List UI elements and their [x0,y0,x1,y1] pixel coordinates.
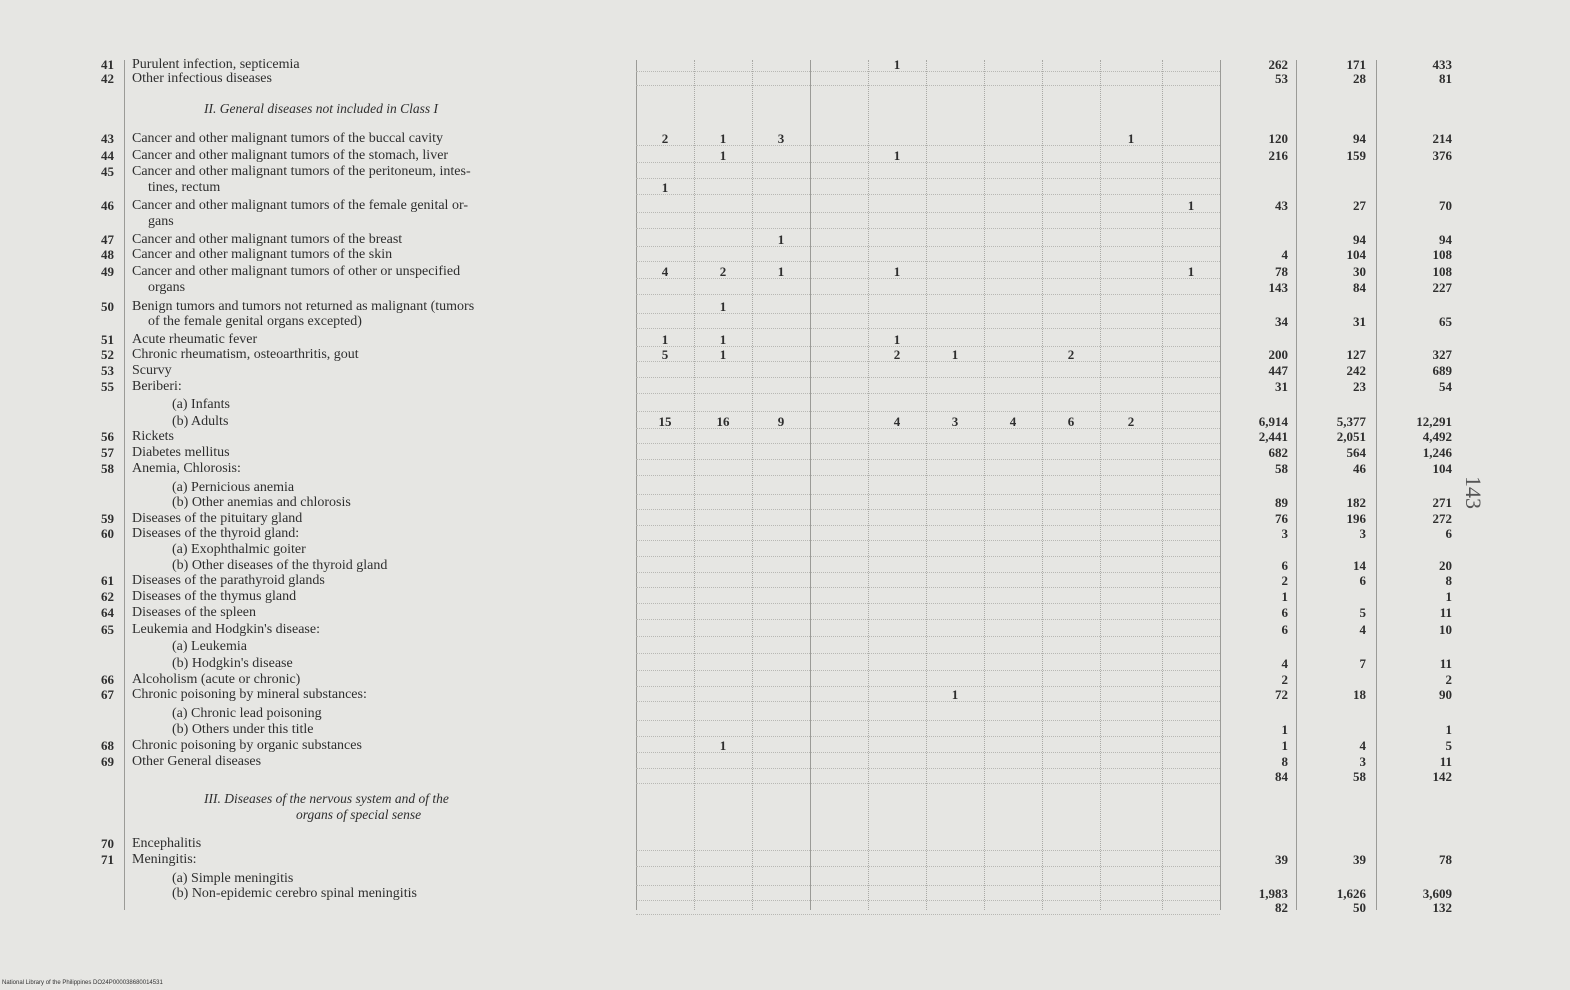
row-number: 56 [101,429,114,444]
row-leader-line [636,411,1220,412]
table-cell: 2 [893,347,901,362]
table-cell: 1 [1127,131,1135,146]
total-cell-female: 104 [1346,247,1366,262]
row-number: 60 [101,526,114,541]
total-cell-male: 3 [1281,526,1288,541]
total-cell-sum: 11 [1439,605,1452,620]
row-label: (a) Chronic lead poisoning [172,706,322,721]
total-cell-female: 7 [1359,656,1366,671]
total-cell-sum: 2 [1445,672,1452,687]
table-row [0,197,1570,214]
row-label: Other infectious diseases [132,71,272,86]
total-cell-female: 27 [1353,198,1366,213]
row-leader-line [636,914,1220,915]
row-label: Beriberi: [132,379,182,394]
total-cell-female: 171 [1346,57,1366,72]
row-label: (a) Pernicious anemia [172,480,295,495]
table-row [0,686,1570,703]
total-cell-sum: 376 [1432,148,1452,163]
total-cell-male: 72 [1275,687,1288,702]
row-label: Diabetes mellitus [132,445,230,460]
row-leader-line [636,866,1220,867]
total-cell-male: 8 [1281,754,1288,769]
total-cell-female: 23 [1353,379,1366,394]
table-cell: 1 [951,687,959,702]
total-cell-male: 4 [1281,656,1288,671]
row-number: 46 [101,198,114,213]
row-label: Diseases of the parathyroid glands [132,573,325,588]
table-cell: 5 [661,347,669,362]
row-leader-line [636,328,1220,329]
row-leader-line [636,261,1220,262]
row-label: Acute rheumatic fever [132,332,258,347]
row-label: Chronic poisoning by organic substances [132,738,362,753]
total-cell-female: 39 [1353,852,1366,867]
table-row [0,147,1570,164]
row-label: of the female genital organs excepted) [148,314,362,329]
table-cell: 1 [951,347,959,362]
total-cell-sum: 142 [1432,769,1452,784]
table-cell: 2 [1127,414,1135,429]
row-label: Other General diseases [132,754,262,769]
row-label: Cancer and other malignant tumors of the skin [132,247,393,262]
table-row [0,396,1570,413]
table-cell: 15 [658,414,672,429]
row-label: Cancer and other malignant tumors of the stomach, liver [132,148,449,163]
table-row [0,100,1570,117]
table-row [0,806,1570,823]
row-number: 58 [101,461,114,476]
total-cell-sum: 78 [1439,852,1452,867]
total-cell-male: 1,983 [1258,886,1288,901]
total-cell-sum: 4,492 [1422,429,1452,444]
total-cell-male: 1 [1281,589,1288,604]
row-label: (b) Other anemias and chlorosis [172,495,351,510]
table-cell: 6 [1067,414,1075,429]
table-row [0,572,1570,589]
row-leader-line [636,393,1220,394]
total-cell-female: 4 [1359,738,1366,753]
total-cell-sum: 65 [1439,314,1452,329]
row-label: Encephalitis [132,836,202,851]
total-cell-male: 1 [1281,722,1288,737]
table-cell: 1 [777,232,785,247]
row-number: 61 [101,573,114,588]
row-label: Diseases of the thymus gland [132,589,297,604]
table-row [0,768,1570,785]
table-row [0,899,1570,916]
table-cell: 1 [661,180,669,195]
row-leader-line [636,619,1220,620]
table-row [0,444,1570,461]
table-cell: 1 [1187,198,1195,213]
row-label: Meningitis: [132,852,197,867]
row-label: (b) Non-epidemic cerebro spinal meningitis [172,886,417,901]
page-number: 143 [1461,476,1486,509]
total-cell-female: 242 [1346,363,1366,378]
total-cell-sum: 54 [1439,379,1452,394]
row-leader-line [636,636,1220,637]
total-cell-female: 28 [1353,71,1366,86]
total-cell-male: 6 [1281,605,1288,620]
row-label: Cancer and other malignant tumors of the peritoneum, intes- [132,164,471,179]
total-cell-male: 76 [1275,511,1288,526]
row-label: Anemia, Chlorosis: [132,461,241,476]
table-row [0,851,1570,868]
row-label: (a) Exophthalmic goiter [172,542,306,557]
table-row [0,428,1570,445]
row-label: (b) Others under this title [172,722,314,737]
row-number: 48 [101,247,114,262]
table-cell: 3 [951,414,959,429]
row-label: (a) Infants [172,397,230,412]
total-cell-sum: 5 [1445,738,1452,753]
row-leader-line [636,653,1220,654]
row-label: Cancer and other malignant tumors of other or unspecified [132,264,461,279]
section-heading: II. General diseases not included in Class I [204,101,438,116]
total-cell-male: 682 [1268,445,1288,460]
table-cell: 1 [719,148,727,163]
total-cell-female: 50 [1353,900,1366,915]
table-cell: 4 [1009,414,1017,429]
table-cell: 1 [719,738,727,753]
table-row [0,525,1570,542]
total-cell-sum: 1 [1445,722,1452,737]
table-cell: 16 [716,414,730,429]
table-row [0,362,1570,379]
table-row [0,790,1570,807]
row-number: 67 [101,687,114,702]
scan-footer: National Library of the Philippines DO24P000038680014531 [2,980,163,986]
row-number: 47 [101,232,114,247]
total-cell-male: 34 [1275,314,1288,329]
total-cell-female: 46 [1353,461,1366,476]
row-label: (a) Simple meningitis [172,871,294,886]
table-row [0,378,1570,395]
table-cell: 2 [1067,347,1075,362]
total-cell-male: 84 [1275,769,1288,784]
total-cell-sum: 227 [1432,280,1452,295]
table-cell: 1 [777,264,785,279]
table-row [0,130,1570,147]
row-label: Cancer and other malignant tumors of the breast [132,232,403,247]
row-label: Benign tumors and tumors not returned as malignant (tumors [132,299,475,314]
table-cell: 1 [893,148,901,163]
row-label: Diseases of the pituitary gland [132,511,303,526]
total-cell-sum: 10 [1439,622,1452,637]
row-number: 70 [101,836,114,851]
row-label: organs [148,280,186,295]
total-cell-female: 94 [1353,232,1366,247]
table-cell: 1 [719,131,727,146]
total-cell-female: 30 [1353,264,1366,279]
row-number: 62 [101,589,114,604]
total-cell-sum: 20 [1439,558,1452,573]
table-cell: 1 [893,332,901,347]
total-cell-male: 53 [1275,71,1288,86]
total-cell-male: 2,441 [1258,429,1288,444]
row-label: Leukemia and Hodgkin's disease: [132,622,320,637]
table-cell: 1 [719,299,727,314]
total-cell-female: 6 [1359,573,1366,588]
row-number: 42 [101,71,114,86]
total-cell-female: 31 [1353,314,1366,329]
total-cell-female: 127 [1346,347,1366,362]
total-cell-sum: 11 [1439,656,1452,671]
total-cell-sum: 1 [1445,589,1452,604]
table-row [0,263,1570,280]
total-cell-female: 94 [1353,131,1366,146]
table-row [0,638,1570,655]
row-label: (a) Leukemia [172,639,248,654]
row-leader-line [636,85,1220,86]
row-number: 44 [101,148,114,163]
total-cell-male: 2 [1281,573,1288,588]
row-label: Scurvy [132,363,172,378]
table-row [0,835,1570,852]
total-cell-female: 3 [1359,526,1366,541]
row-label: Chronic poisoning by mineral substances: [132,687,367,702]
table-row [0,621,1570,638]
total-cell-male: 58 [1275,461,1288,476]
total-cell-sum: 12,291 [1416,414,1452,429]
total-cell-female: 564 [1346,445,1366,460]
row-number: 66 [101,672,114,687]
total-cell-female: 84 [1353,280,1366,295]
total-cell-sum: 6 [1445,526,1452,541]
row-label: Rickets [132,429,174,444]
row-number: 68 [101,738,114,753]
table-cell: 1 [893,57,901,72]
total-cell-male: 143 [1268,280,1288,295]
total-cell-male: 200 [1268,347,1288,362]
total-cell-female: 2,051 [1336,429,1366,444]
row-label: Diseases of the thyroid gland: [132,526,300,541]
total-cell-sum: 104 [1432,461,1452,476]
total-cell-female: 5,377 [1336,414,1366,429]
total-cell-male: 89 [1275,495,1288,510]
total-cell-sum: 8 [1445,573,1452,588]
total-cell-sum: 94 [1439,232,1452,247]
total-cell-male: 43 [1275,198,1288,213]
total-cell-sum: 433 [1432,57,1452,72]
row-label: (b) Other diseases of the thyroid gland [172,558,388,573]
total-cell-male: 6,914 [1258,414,1288,429]
row-number: 52 [101,347,114,362]
total-cell-male: 2 [1281,672,1288,687]
row-label: Cancer and other malignant tumors of the buccal cavity [132,131,444,146]
row-number: 65 [101,622,114,637]
row-number: 49 [101,264,114,279]
total-cell-female: 3 [1359,754,1366,769]
total-cell-male: 120 [1268,131,1288,146]
table-cell: 1 [719,332,727,347]
row-number: 57 [101,445,114,460]
section-heading: III. Diseases of the nervous system and of the [204,791,449,806]
table-row [0,346,1570,363]
table-row [0,163,1570,180]
row-leader-line [636,783,1220,784]
table-row [0,494,1570,511]
total-cell-sum: 214 [1432,131,1452,146]
row-number: 69 [101,754,114,769]
row-label: tines, rectum [148,180,221,195]
row-label: (b) Adults [172,414,229,429]
table-cell: 1 [661,332,669,347]
table-row [0,604,1570,621]
total-cell-male: 6 [1281,622,1288,637]
table-row [0,705,1570,722]
total-cell-sum: 689 [1432,363,1452,378]
row-leader-line [636,294,1220,295]
row-label: gans [148,214,174,229]
row-leader-line [636,475,1220,476]
row-leader-line [636,228,1220,229]
total-cell-sum: 90 [1439,687,1452,702]
total-cell-male: 82 [1275,900,1288,915]
row-number: 51 [101,332,114,347]
total-cell-male: 31 [1275,379,1288,394]
table-cell: 4 [661,264,669,279]
table-row [0,737,1570,754]
total-cell-female: 58 [1353,769,1366,784]
row-number: 53 [101,363,114,378]
section-heading: organs of special sense [296,807,422,822]
table-row [0,213,1570,230]
total-cell-female: 159 [1346,148,1366,163]
row-label: Purulent infection, septicemia [132,57,300,72]
row-number: 55 [101,379,114,394]
total-cell-sum: 108 [1432,264,1452,279]
row-number: 41 [101,57,114,72]
row-number: 43 [101,131,114,146]
row-label: Alcoholism (acute or chronic) [132,672,301,687]
total-cell-sum: 132 [1432,900,1452,915]
total-cell-male: 262 [1268,57,1288,72]
row-number: 59 [101,511,114,526]
total-cell-male: 4 [1281,247,1288,262]
total-cell-female: 14 [1353,558,1366,573]
total-cell-female: 5 [1359,605,1366,620]
table-row [0,179,1570,196]
total-cell-sum: 81 [1439,71,1452,86]
table-row [0,655,1570,672]
total-cell-sum: 3,609 [1422,886,1452,901]
row-label: Chronic rheumatism, osteoarthritis, gout [132,347,359,362]
total-cell-female: 196 [1346,511,1366,526]
table-row [0,246,1570,263]
table-row [0,541,1570,558]
table-cell: 4 [893,414,901,429]
total-cell-male: 78 [1275,264,1288,279]
table-row [0,279,1570,296]
table-row [0,313,1570,330]
table-cell: 1 [893,264,901,279]
total-cell-female: 182 [1346,495,1366,510]
row-number: 64 [101,605,114,620]
table-cell: 9 [777,414,785,429]
total-cell-male: 1 [1281,738,1288,753]
table-cell: 1 [719,347,727,362]
total-cell-female: 1,626 [1336,886,1366,901]
table-cell: 2 [661,131,669,146]
row-label: Cancer and other malignant tumors of the female genital or- [132,198,468,213]
table-row [0,460,1570,477]
total-cell-male: 39 [1275,852,1288,867]
table-row [0,588,1570,605]
row-label: (b) Hodgkin's disease [172,656,293,671]
total-cell-female: 18 [1353,687,1366,702]
table-cell: 3 [777,131,785,146]
row-number: 45 [101,164,114,179]
total-cell-sum: 271 [1432,495,1452,510]
total-cell-sum: 108 [1432,247,1452,262]
table-row [0,70,1570,87]
row-label: Diseases of the spleen [132,605,257,620]
total-cell-sum: 327 [1432,347,1452,362]
table-cell: 2 [719,264,727,279]
row-number: 71 [101,852,114,867]
total-cell-male: 6 [1281,558,1288,573]
total-cell-sum: 11 [1439,754,1452,769]
table-row [0,721,1570,738]
total-cell-female: 4 [1359,622,1366,637]
table-cell: 1 [1187,264,1195,279]
row-number: 50 [101,299,114,314]
total-cell-sum: 1,246 [1422,445,1452,460]
row-leader-line [636,194,1220,195]
total-cell-male: 216 [1268,148,1288,163]
total-cell-sum: 272 [1432,511,1452,526]
total-cell-male: 447 [1268,363,1288,378]
total-cell-sum: 70 [1439,198,1452,213]
